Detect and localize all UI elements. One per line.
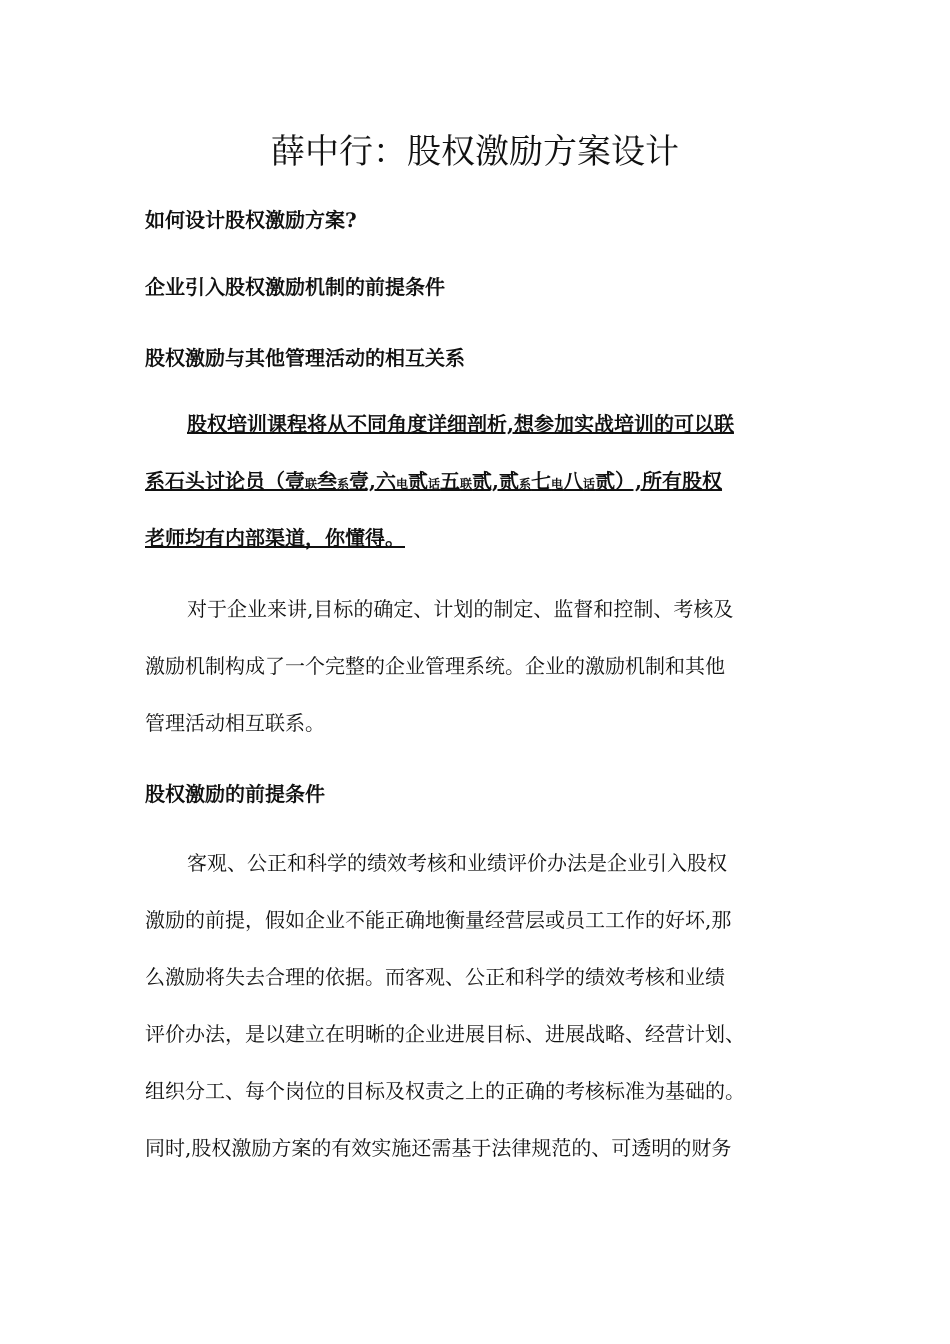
paragraph-line: 对于企业来讲,目标的确定、计划的制定、监督和控制、考核及 [187,597,734,621]
section-heading-prerequisites: 股权激励的前提条件 [145,782,325,806]
notice-line-2: 系石头讨论员（壹联叁系壹,六电贰话五联贰,贰系七电八话贰）,所有股权 [145,469,723,493]
paragraph-line: 激励的前提，假如企业不能正确地衡量经营层或员工工作的好坏,那 [145,908,732,932]
paragraph-line: 激励机制构成了一个完整的企业管理系统。企业的激励机制和其他 [145,654,725,678]
paragraph-line: 同时,股权激励方案的有效实施还需基于法律规范的、可透明的财务 [145,1136,732,1160]
notice-line-1: 股权培训课程将从不同角度详细剖析,想参加实战培训的可以联 [187,412,734,436]
paragraph-performance-evaluation [145,848,815,1190]
paragraph-line: 客观、公正和科学的绩效考核和业绩评价办法是企业引入股权 [187,851,727,875]
heading-prerequisites: 企业引入股权激励机制的前提条件 [145,275,445,299]
notice-line-3: 老师均有内部渠道，你懂得。 [145,526,405,550]
heading-relationship: 股权激励与其他管理活动的相互关系 [145,346,465,370]
paragraph-line: 组织分工、每个岗位的目标及权责之上的正确的考核标准为基础的。 [145,1079,745,1103]
paragraph-management-system [145,594,815,765]
paragraph-line: 评价办法，是以建立在明晰的企业进展目标、进展战略、经营计划、 [145,1022,745,1046]
paragraph-line: 么激励将失去合理的依据。而客观、公正和科学的绩效考核和业绩 [145,965,725,989]
heading-how-to-design: 如何设计股权激励方案? [145,208,357,232]
document-title: 薛中行：股权激励方案设计 [271,132,679,172]
paragraph-line: 管理活动相互联系。 [145,711,325,735]
training-notice [145,409,815,580]
